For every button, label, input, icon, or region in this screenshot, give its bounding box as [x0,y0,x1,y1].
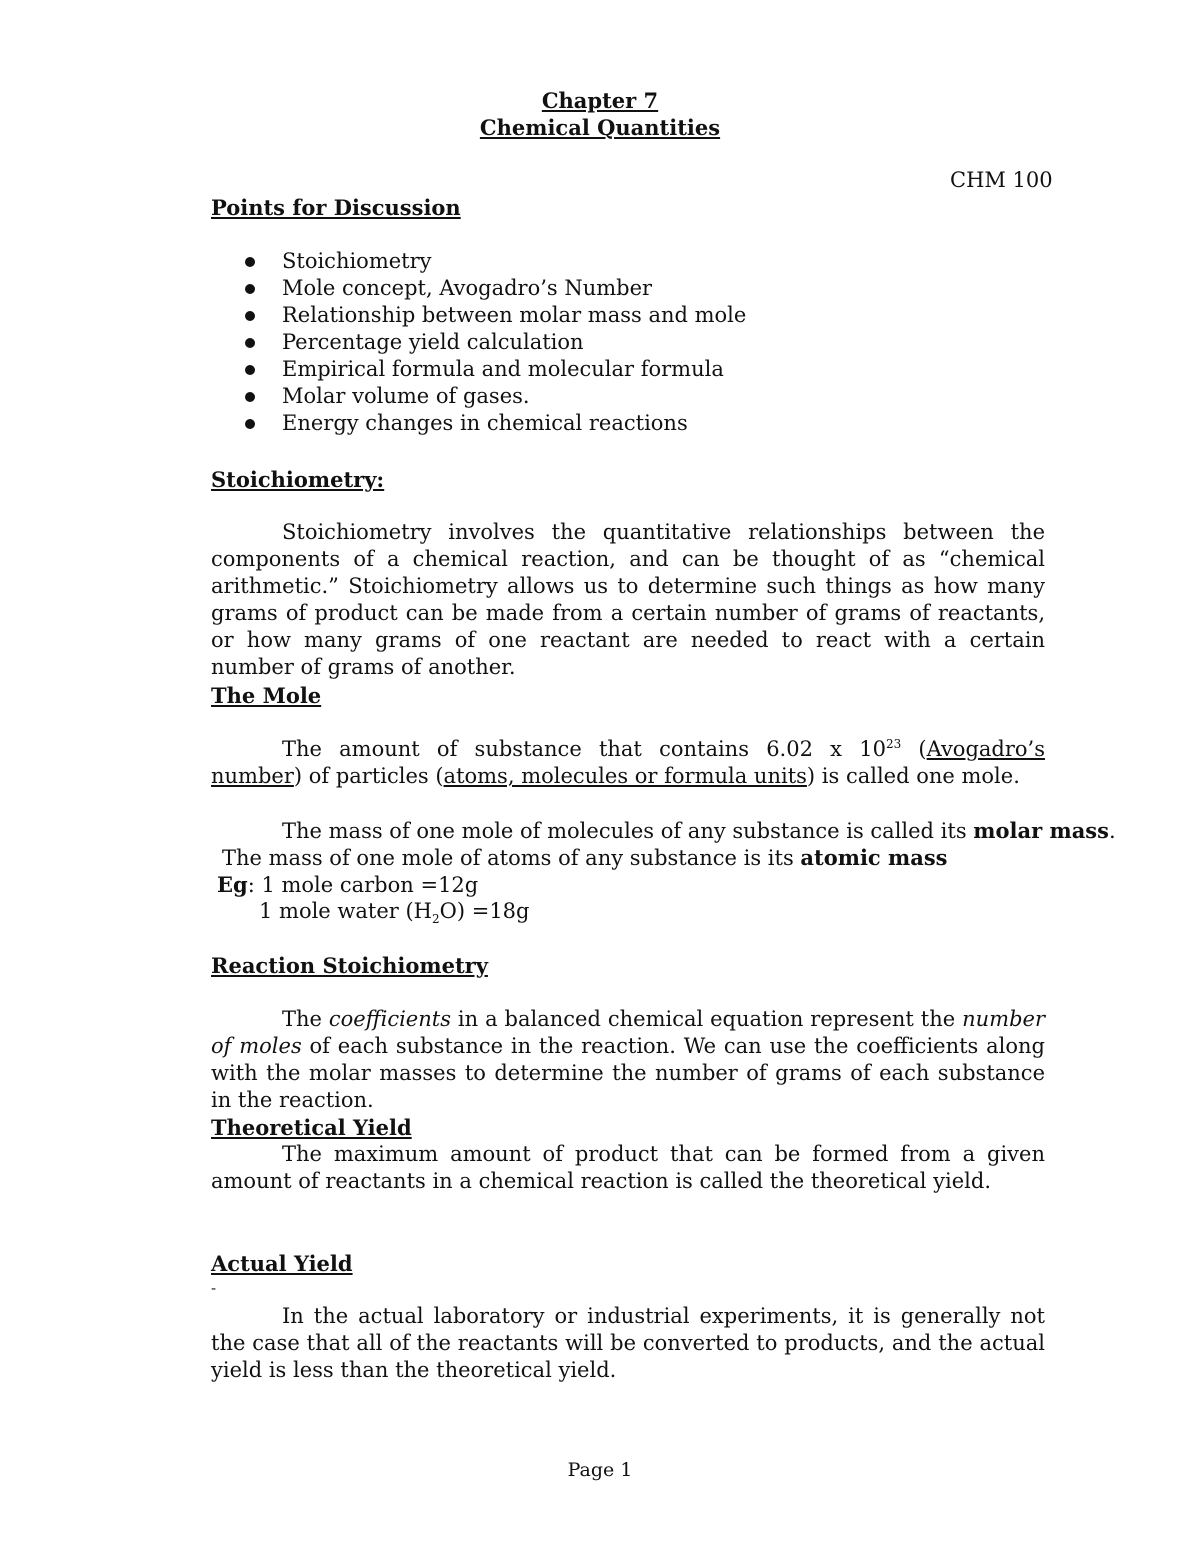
avogadro-term: Avogadro’s [926,737,1045,761]
bullet-icon [245,257,255,267]
atomic-mass-sentence: The mass of one mole of atoms of any substance is its atomic mass [222,845,948,870]
coefficients-term: coefficients [328,1007,451,1031]
example-line-2: 1 mole water $(H_2O) =18g$ [259,899,530,927]
moles-term: number of moles [211,1007,1045,1058]
chapter-number: Chapter 7 [541,88,659,113]
theoretical-heading: Theoretical Yield [211,1115,412,1140]
mole-definition-paragraph: The amount of substance that contains 6.02 x $10^{23}$ (Avogadro’s number) of particles (atoms, molecules or formula units) is called one mole. [211,737,1045,788]
mole-heading: The Mole [211,683,322,708]
particles-term: atoms, molecules or formula units [443,764,807,788]
course-code: CHM 100 [950,168,1053,192]
atomic-mass-term: atomic mass [800,845,948,870]
subscript: 2 [432,912,440,927]
document-page: Chapter 7 Chemical Quantities CHM 100 Points for Discussion Stoichiometry Mole concept, Avogadro’s Number Relationship between molar mass and mole Percentage yield calculation Empirical formula and molecular formula Molar volume of gases. Energy changes in chemical reactions Stoichiometry: Stoichiometry involves the quantitative relationships between the components of a chemical reaction, and can be thought of as “chemical arithmetic.” Stoichiometry allows us to determine such things as how many grams of product can be made from a certain number of grams of reactants, or how many grams of one reactant are needed to react with a certain number of grams of another. The Mole The amount of substance that contains 6.02 x $10^{23}$ (Avogadro’s number) of particles (atoms, molecules or formula units) is called one mole. The mass of one mole of molecules of any substance is called its molar mass. The mass of one mole of atoms of any substance is its atomic mass Eg: 1 mole carbon =12g 1 mole water $(H_2O) =18g$ Reaction Stoichiometry The coefficients in a balanced chemical equation represent the number of moles of each substance in the reaction. We can use the coefficients along with the molar masses to determine the number of grams of each substance in the reaction. Theoretical Yield The maximum amount of product that can be formed from a given amount of reactants in a chemical reaction is called the theoretical yield. Actual Yield - In the actual laboratory or industrial experiments, it is generally not the case that all of the reactants will be converted to products, and the actual yield is less than the theoretical yield. Page 1 [0,0,1200,1553]
bullet-icon [245,311,255,321]
theoretical-paragraph: The maximum amount of product that can be formed from a given amount of reactants in a chemical reaction is called the theoretical yield. [211,1142,1045,1193]
bullet-icon [245,338,255,348]
stoichiometry-heading: Stoichiometry: [211,467,385,492]
stoichiometry-paragraph: Stoichiometry involves the quantitative relationships between the components of a chemical reaction, and can be thought of as “chemical arithmetic.” Stoichiometry allows us to determine such things as how many grams of product can be made from a certain number of grams of reactants, or how many grams of one reactant are needed to react with a certain number of grams of another. [211,520,1045,679]
discussion-heading: Points for Discussion [211,195,461,220]
molar-mass-term: molar mass [973,818,1109,843]
bullet-icon [245,419,255,429]
example-label: Eg [217,872,248,897]
actual-paragraph: In the actual laboratory or industrial experiments, it is generally not the case that all of the reactants will be converted to products, and the actual yield is less than the theoretical yield. [211,1304,1045,1382]
reaction-heading: Reaction Stoichiometry [211,953,488,978]
reaction-paragraph: The coefficients in a balanced chemical equation represent the number of moles of each substance in the reaction. We can use the coefficients along with the molar masses to determine the number of grams of each substance in the reaction. [211,1007,1045,1112]
bullet-icon [245,365,255,375]
page-number: Page 1 [567,1459,633,1481]
exponent: 23 [885,737,902,751]
example-line-1: Eg: 1 mole carbon =12g [217,872,479,897]
bullet-icon [245,392,255,402]
chapter-title: Chemical Quantities [479,115,721,140]
dash-mark: - [211,1279,217,1297]
actual-heading: Actual Yield [211,1251,353,1276]
molar-mass-sentence: The mass of one mole of molecules of any substance is called its molar mass. [282,818,1116,843]
number-term: number [211,764,294,788]
bullet-icon [245,284,255,294]
